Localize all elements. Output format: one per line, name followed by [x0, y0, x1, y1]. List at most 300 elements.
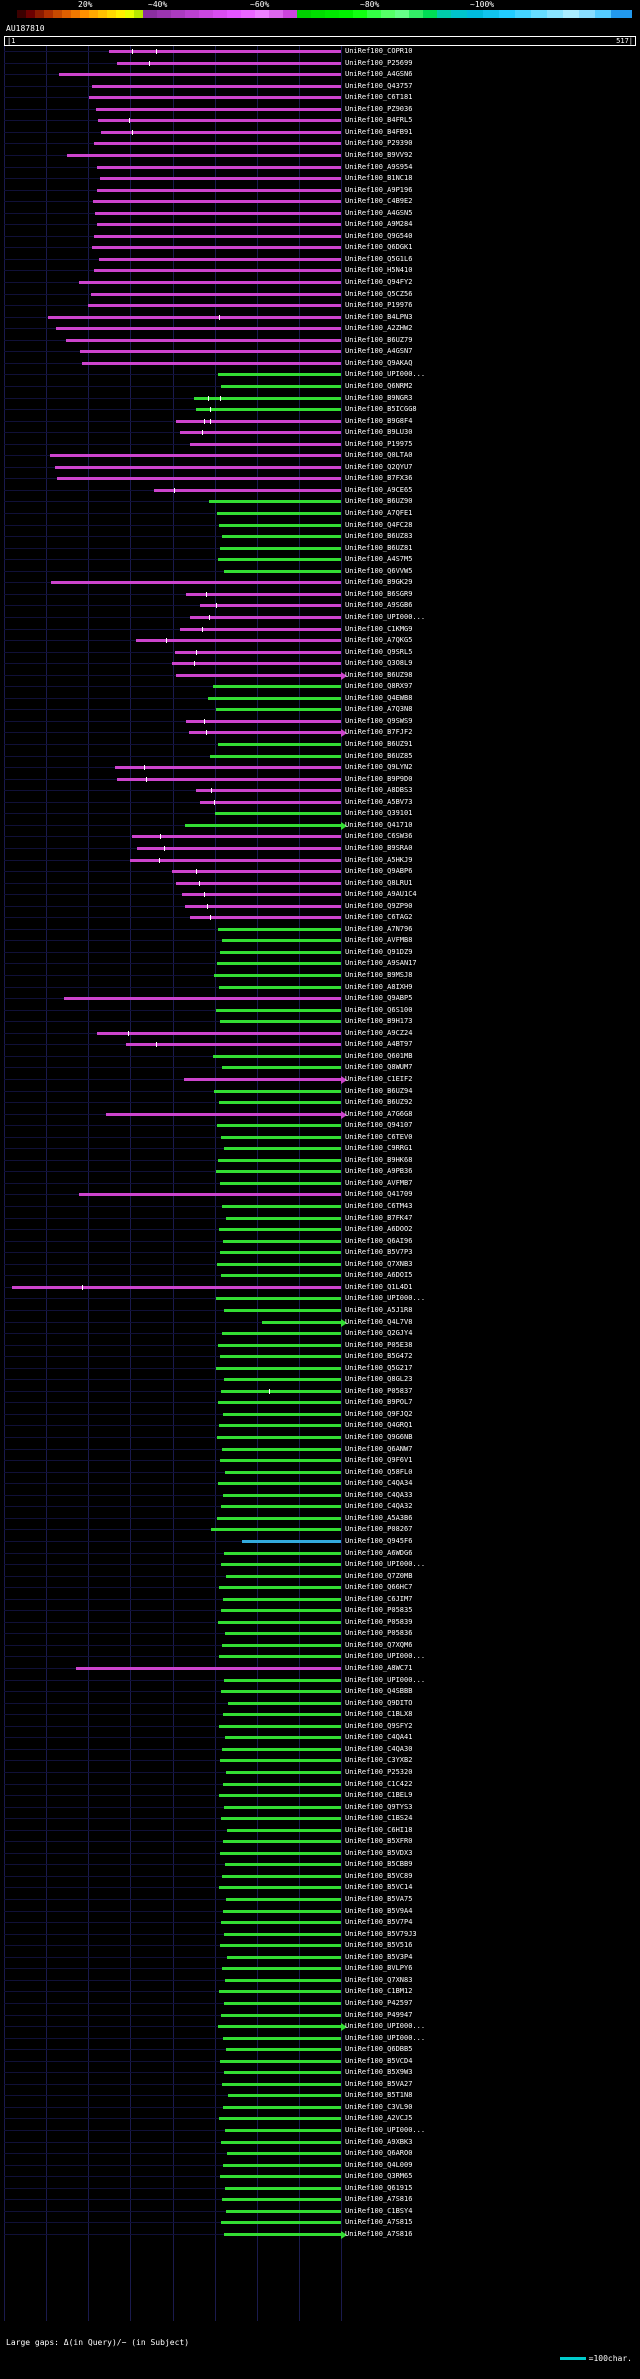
alignment-hit-bar[interactable] [190, 616, 341, 619]
hit-accession-label[interactable]: UniRef100_B5VCD4 [345, 2056, 413, 2065]
alignment-hit-bar[interactable] [79, 281, 341, 284]
alignment-hit-bar[interactable] [226, 1898, 341, 1901]
hit-accession-label[interactable]: UniRef100_B9VV92 [345, 150, 413, 159]
hit-accession-label[interactable]: UniRef100_Q9AKAQ [345, 358, 413, 367]
hit-accession-label[interactable]: UniRef100_P42597 [345, 1998, 413, 2007]
alignment-hit-bar[interactable] [223, 1783, 341, 1786]
alignment-hit-bar[interactable] [224, 2233, 341, 2236]
hit-accession-label[interactable]: UniRef100_P08267 [345, 1525, 413, 1534]
hit-accession-label[interactable]: UniRef100_P25699 [345, 58, 413, 67]
alignment-hit-bar[interactable] [221, 2014, 341, 2017]
hit-accession-label[interactable]: UniRef100_A4GSN5 [345, 208, 413, 217]
hit-accession-label[interactable]: UniRef100_Q4FC28 [345, 520, 413, 529]
hit-accession-label[interactable]: UniRef100_C1EIF2 [345, 1074, 413, 1083]
alignment-hit-bar[interactable] [180, 431, 341, 434]
hit-accession-label[interactable]: UniRef100_C6JIM7 [345, 1594, 413, 1603]
alignment-hit-bar[interactable] [221, 1274, 341, 1277]
alignment-hit-bar[interactable] [218, 1621, 341, 1624]
alignment-hit-bar[interactable] [92, 85, 341, 88]
alignment-hit-bar[interactable] [223, 1910, 341, 1913]
hit-accession-label[interactable]: UniRef100_B5VC89 [345, 1871, 413, 1880]
alignment-hit-bar[interactable] [221, 1390, 341, 1393]
hit-accession-label[interactable]: UniRef100_A7Q3N8 [345, 705, 413, 714]
hit-accession-label[interactable]: UniRef100_B5CBB9 [345, 1860, 413, 1869]
alignment-hit-bar[interactable] [225, 2129, 341, 2132]
hit-accession-label[interactable]: UniRef100_Q6ARO0 [345, 2149, 413, 2158]
alignment-hit-bar[interactable] [219, 1424, 341, 1427]
alignment-hit-bar[interactable] [172, 662, 341, 665]
hit-accession-label[interactable]: UniRef100_Q5CZ56 [345, 289, 413, 298]
alignment-hit-bar[interactable] [227, 1956, 341, 1959]
alignment-hit-bar[interactable] [223, 1240, 341, 1243]
hit-accession-label[interactable]: UniRef100_Q4EWB8 [345, 693, 413, 702]
alignment-hit-bar[interactable] [224, 2002, 341, 2005]
alignment-hit-bar[interactable] [242, 1540, 341, 1543]
alignment-hit-bar[interactable] [57, 477, 341, 480]
alignment-hit-bar[interactable] [225, 1736, 341, 1739]
alignment-hit-bar[interactable] [218, 743, 341, 746]
hit-accession-label[interactable]: UniRef100_Q6AI96 [345, 1236, 413, 1245]
hit-accession-label[interactable]: UniRef100_P05E38 [345, 1340, 413, 1349]
hit-accession-label[interactable]: UniRef100_B9POL7 [345, 1398, 413, 1407]
alignment-hit-bar[interactable] [224, 1933, 341, 1936]
hit-accession-label[interactable]: UniRef100_B6UZ90 [345, 497, 413, 506]
hit-accession-label[interactable]: UniRef100_A4GSN6 [345, 70, 413, 79]
hit-accession-label[interactable]: UniRef100_Q9G6NB [345, 1433, 413, 1441]
alignment-hit-bar[interactable] [98, 119, 341, 122]
hit-accession-label[interactable]: UniRef100_A9CE65 [345, 485, 413, 494]
hit-accession-label[interactable]: UniRef100_C4QA32 [345, 1502, 413, 1511]
alignment-hit-bar[interactable] [180, 628, 341, 631]
hit-accession-label[interactable]: UniRef100_A7N796 [345, 924, 413, 933]
hit-accession-label[interactable]: UniRef100_COPR10 [345, 47, 413, 55]
hit-accession-label[interactable]: UniRef100_H5N410 [345, 266, 413, 275]
hit-accession-label[interactable]: UniRef100_P49947 [345, 2010, 413, 2019]
hit-accession-label[interactable]: UniRef100_Q6DBB5 [345, 2045, 413, 2054]
alignment-hit-bar[interactable] [218, 1401, 341, 1404]
alignment-hit-bar[interactable] [210, 755, 341, 758]
alignment-hit-bar[interactable] [196, 789, 341, 792]
alignment-hit-bar[interactable] [56, 327, 341, 330]
alignment-hit-bar[interactable] [222, 1875, 341, 1878]
alignment-hit-bar[interactable] [222, 1205, 341, 1208]
hit-accession-label[interactable]: UniRef100_Q6VVW5 [345, 566, 413, 575]
alignment-hit-bar[interactable] [222, 1967, 341, 1970]
alignment-hit-bar[interactable] [224, 2071, 341, 2074]
alignment-hit-bar[interactable] [215, 812, 341, 815]
alignment-hit-bar[interactable] [101, 131, 341, 134]
hit-accession-label[interactable]: UniRef100_Q6NRM2 [345, 381, 413, 390]
alignment-hit-bar[interactable] [67, 154, 341, 157]
alignment-hit-bar[interactable] [97, 189, 341, 192]
alignment-hit-bar[interactable] [224, 1309, 341, 1312]
hit-accession-label[interactable]: UniRef100_Q8RX97 [345, 682, 413, 691]
hit-accession-label[interactable]: UniRef100_Q9F6V1 [345, 1456, 413, 1465]
hit-accession-label[interactable]: UniRef100_A7S816 [345, 2195, 413, 2204]
hit-accession-label[interactable]: UniRef100_UPI000... [345, 1294, 426, 1303]
alignment-hit-bar[interactable] [97, 223, 341, 226]
hit-accession-label[interactable]: UniRef100_C6HI18 [345, 1825, 413, 1834]
alignment-hit-bar[interactable] [218, 558, 341, 561]
alignment-hit-bar[interactable] [219, 1586, 341, 1589]
alignment-hit-bar[interactable] [186, 593, 341, 596]
hit-accession-label[interactable]: UniRef100_B6UZ83 [345, 532, 413, 541]
hit-accession-label[interactable]: UniRef100_Q7XNB3 [345, 1259, 413, 1268]
hit-accession-label[interactable]: UniRef100_Q91DZ9 [345, 947, 413, 956]
alignment-hit-bar[interactable] [182, 893, 341, 896]
hit-accession-label[interactable]: UniRef100_B9NGR3 [345, 393, 413, 402]
hit-accession-label[interactable]: UniRef100_B6UZ98 [345, 670, 413, 679]
hit-accession-label[interactable]: UniRef100_Q9SWS9 [345, 716, 413, 725]
alignment-hit-bar[interactable] [218, 928, 341, 931]
alignment-hit-bar[interactable] [223, 1494, 341, 1497]
alignment-hit-bar[interactable] [224, 1552, 341, 1555]
hit-accession-label[interactable]: UniRef100_B4FRL5 [345, 116, 413, 125]
hit-accession-label[interactable]: UniRef100_B5V79J3 [345, 1929, 417, 1938]
alignment-hit-bar[interactable] [223, 1840, 341, 1843]
alignment-hit-bar[interactable] [219, 986, 341, 989]
alignment-hit-bar[interactable] [219, 2117, 341, 2120]
hit-accession-label[interactable]: UniRef100_C9RRG1 [345, 1144, 413, 1153]
hit-accession-label[interactable]: UniRef100_Q945F6 [345, 1536, 413, 1545]
alignment-hit-bar[interactable] [154, 489, 341, 492]
hit-accession-label[interactable]: UniRef100_P29390 [345, 139, 413, 148]
alignment-hit-bar[interactable] [172, 870, 341, 873]
alignment-hit-bar[interactable] [222, 1332, 341, 1335]
alignment-hit-bar[interactable] [224, 1679, 341, 1682]
alignment-hit-bar[interactable] [175, 651, 341, 654]
hit-accession-label[interactable]: UniRef100_C6TM43 [345, 1202, 413, 1210]
hit-accession-label[interactable]: UniRef100_A9P196 [345, 185, 413, 194]
hit-accession-label[interactable]: UniRef100_B5T1N8 [345, 2091, 413, 2100]
alignment-hit-bar[interactable] [95, 212, 341, 215]
hit-accession-label[interactable]: UniRef100_Q2GJY4 [345, 1329, 413, 1338]
hit-accession-label[interactable]: UniRef100_B9P9D0 [345, 774, 413, 783]
hit-accession-label[interactable]: UniRef100_C6TEV0 [345, 1132, 413, 1141]
hit-accession-label[interactable]: UniRef100_Q5G1L6 [345, 254, 413, 263]
alignment-hit-bar[interactable] [222, 1448, 341, 1451]
alignment-hit-bar[interactable] [221, 1136, 341, 1139]
alignment-hit-bar[interactable] [219, 1990, 341, 1993]
hit-accession-label[interactable]: UniRef100_B5V516 [345, 1941, 413, 1950]
hit-accession-label[interactable]: UniRef100_P25320 [345, 1767, 413, 1776]
alignment-hit-bar[interactable] [217, 1436, 341, 1439]
hit-accession-label[interactable]: UniRef100_C1BLX8 [345, 1710, 413, 1719]
hit-accession-label[interactable]: UniRef100_A5HKJ9 [345, 855, 413, 864]
hit-accession-label[interactable]: UniRef100_P19976 [345, 301, 413, 310]
alignment-hit-bar[interactable] [94, 142, 341, 145]
alignment-hit-bar[interactable] [214, 1090, 341, 1093]
alignment-hit-bar[interactable] [185, 905, 341, 908]
alignment-hit-bar[interactable] [225, 2187, 341, 2190]
alignment-hit-bar[interactable] [218, 1159, 341, 1162]
hit-accession-label[interactable]: UniRef100_Q94107 [345, 1121, 413, 1130]
alignment-hit-bar[interactable] [219, 1725, 341, 1728]
alignment-hit-bar[interactable] [219, 1655, 341, 1658]
hit-accession-label[interactable]: UniRef100_B9G8F4 [345, 416, 413, 425]
alignment-hit-bar[interactable] [223, 2037, 341, 2040]
hit-accession-label[interactable]: UniRef100_A6DOI5 [345, 1271, 413, 1280]
hit-accession-label[interactable]: UniRef100_Q0LTA0 [345, 451, 413, 460]
alignment-hit-bar[interactable] [80, 350, 341, 353]
alignment-hit-bar[interactable] [217, 962, 341, 965]
alignment-hit-bar[interactable] [217, 1124, 341, 1127]
alignment-hit-bar[interactable] [223, 2164, 341, 2167]
alignment-hit-bar[interactable] [218, 2025, 341, 2028]
alignment-hit-bar[interactable] [91, 293, 341, 296]
hit-accession-label[interactable]: UniRef100_Q9FJQ2 [345, 1409, 413, 1418]
hit-accession-label[interactable]: UniRef100_B1NC18 [345, 174, 413, 183]
alignment-hit-bar[interactable] [217, 512, 341, 515]
hit-accession-label[interactable]: UniRef100_Q7XQM6 [345, 1640, 413, 1649]
hit-accession-label[interactable]: UniRef100_Q5G217 [345, 1363, 413, 1372]
hit-accession-label[interactable]: UniRef100_C6TAG2 [345, 913, 413, 922]
alignment-hit-bar[interactable] [221, 1609, 341, 1612]
alignment-hit-bar[interactable] [226, 2048, 341, 2051]
hit-accession-label[interactable]: UniRef100_A9XBK3 [345, 2137, 413, 2146]
hit-accession-label[interactable]: UniRef100_Q61915 [345, 2183, 413, 2192]
hit-accession-label[interactable]: UniRef100_Q4L009 [345, 2160, 413, 2169]
alignment-hit-bar[interactable] [94, 235, 341, 238]
alignment-hit-bar[interactable] [130, 859, 341, 862]
hit-accession-label[interactable]: UniRef100_A9S954 [345, 162, 413, 171]
hit-accession-label[interactable]: UniRef100_B6UZ81 [345, 543, 413, 552]
hit-accession-label[interactable]: UniRef100_Q3RM65 [345, 2172, 413, 2181]
alignment-hit-bar[interactable] [221, 1505, 341, 1508]
hit-accession-label[interactable]: UniRef100_B5V7P3 [345, 1248, 413, 1257]
alignment-hit-bar[interactable] [176, 420, 341, 423]
hit-accession-label[interactable]: UniRef100_A4S7M5 [345, 555, 413, 564]
alignment-hit-bar[interactable] [218, 1482, 341, 1485]
hit-accession-label[interactable]: UniRef100_Q8LRU1 [345, 878, 413, 887]
alignment-hit-bar[interactable] [226, 1575, 341, 1578]
hit-accession-label[interactable]: UniRef100_PZ9036 [345, 104, 413, 113]
hit-accession-label[interactable]: UniRef100_Q41710 [345, 820, 413, 829]
alignment-hit-bar[interactable] [220, 1251, 341, 1254]
hit-accession-label[interactable]: UniRef100_B5V9A4 [345, 1906, 413, 1915]
hit-accession-label[interactable]: UniRef100_UPI000... [345, 2033, 426, 2042]
alignment-hit-bar[interactable] [55, 466, 341, 469]
hit-accession-label[interactable]: UniRef100_B5X9W3 [345, 2068, 413, 2077]
hit-accession-label[interactable]: UniRef100_A2VCJ5 [345, 2114, 413, 2123]
hit-accession-label[interactable]: UniRef100_C1KMG9 [345, 624, 413, 633]
alignment-hit-bar[interactable] [100, 177, 341, 180]
hit-accession-label[interactable]: UniRef100_A9CZ24 [345, 1028, 413, 1037]
alignment-hit-bar[interactable] [59, 73, 341, 76]
alignment-hit-bar[interactable] [50, 454, 341, 457]
hit-accession-label[interactable]: UniRef100_B5VDX3 [345, 1848, 413, 1857]
hit-accession-label[interactable]: UniRef100_Q4GRQ1 [345, 1421, 413, 1430]
alignment-hit-bar[interactable] [82, 362, 341, 365]
alignment-hit-bar[interactable] [185, 824, 341, 827]
alignment-hit-bar[interactable] [217, 1517, 341, 1520]
hit-accession-label[interactable]: UniRef100_Q601MB [345, 1051, 413, 1060]
hit-accession-label[interactable]: UniRef100_Q9TYS3 [345, 1802, 413, 1811]
alignment-hit-bar[interactable] [96, 108, 341, 111]
hit-accession-label[interactable]: UniRef100_B4FB91 [345, 127, 413, 136]
alignment-hit-bar[interactable] [209, 500, 341, 503]
hit-accession-label[interactable]: UniRef100_B5ICGG8 [345, 405, 417, 414]
alignment-hit-bar[interactable] [219, 1886, 341, 1889]
alignment-hit-bar[interactable] [196, 408, 341, 411]
alignment-hit-bar[interactable] [208, 697, 341, 700]
hit-accession-label[interactable]: UniRef100_Q4SBBB [345, 1687, 413, 1696]
alignment-hit-bar[interactable] [228, 2094, 341, 2097]
alignment-hit-bar[interactable] [225, 1863, 341, 1866]
hit-accession-label[interactable]: UniRef100_BVLPY6 [345, 1964, 413, 1973]
alignment-hit-bar[interactable] [220, 2175, 341, 2178]
hit-accession-label[interactable]: UniRef100_Q9SRL5 [345, 647, 413, 656]
alignment-hit-bar[interactable] [137, 847, 341, 850]
alignment-hit-bar[interactable] [219, 1101, 341, 1104]
hit-accession-label[interactable]: UniRef100_A9PB36 [345, 1167, 413, 1176]
hit-accession-label[interactable]: UniRef100_C1BM12 [345, 1987, 413, 1996]
alignment-hit-bar[interactable] [222, 1066, 341, 1069]
alignment-hit-bar[interactable] [89, 96, 341, 99]
hit-accession-label[interactable]: UniRef100_Q43757 [345, 81, 413, 90]
hit-accession-label[interactable]: UniRef100_C4B9E2 [345, 197, 413, 206]
hit-accession-label[interactable]: UniRef100_Q7XN83 [345, 1975, 413, 1984]
alignment-hit-bar[interactable] [93, 200, 341, 203]
hit-accession-label[interactable]: UniRef100_A5A3B6 [345, 1513, 413, 1522]
alignment-hit-bar[interactable] [220, 1459, 341, 1462]
hit-accession-label[interactable]: UniRef100_B9GK29 [345, 578, 413, 587]
hit-accession-label[interactable]: UniRef100_Q7Z0MB [345, 1571, 413, 1580]
hit-accession-label[interactable]: UniRef100_A5BV73 [345, 797, 413, 806]
alignment-hit-bar[interactable] [221, 2141, 341, 2144]
alignment-hit-bar[interactable] [222, 1644, 341, 1647]
alignment-hit-bar[interactable] [214, 974, 341, 977]
alignment-hit-bar[interactable] [216, 1170, 341, 1173]
alignment-hit-bar[interactable] [223, 1413, 341, 1416]
hit-accession-label[interactable]: UniRef100_A9SAN17 [345, 959, 417, 968]
alignment-hit-bar[interactable] [222, 2198, 341, 2201]
alignment-hit-bar[interactable] [117, 778, 341, 781]
hit-accession-label[interactable]: UniRef100_UPI000... [345, 1560, 426, 1569]
alignment-hit-bar[interactable] [115, 766, 341, 769]
alignment-hit-bar[interactable] [217, 1263, 341, 1266]
alignment-hit-bar[interactable] [194, 397, 341, 400]
alignment-hit-bar[interactable] [219, 524, 341, 527]
alignment-hit-bar[interactable] [223, 2106, 341, 2109]
hit-accession-label[interactable]: UniRef100_B5VA27 [345, 2079, 413, 2088]
hit-accession-label[interactable]: UniRef100_C4QA30 [345, 1744, 413, 1753]
alignment-hit-bar[interactable] [99, 258, 341, 261]
hit-accession-label[interactable]: UniRef100_C3VL90 [345, 2102, 413, 2111]
hit-accession-label[interactable]: UniRef100_B5G472 [345, 1352, 413, 1361]
hit-accession-label[interactable]: UniRef100_B9LU30 [345, 428, 413, 437]
hit-accession-label[interactable]: UniRef100_Q1L4D1 [345, 1282, 413, 1291]
alignment-hit-bar[interactable] [126, 1043, 341, 1046]
hit-accession-label[interactable]: UniRef100_Q9LYN2 [345, 763, 413, 772]
alignment-hit-bar[interactable] [221, 1690, 341, 1693]
alignment-hit-bar[interactable] [218, 1344, 341, 1347]
alignment-hit-bar[interactable] [176, 674, 341, 677]
hit-accession-label[interactable]: UniRef100_A6DOO2 [345, 1225, 413, 1234]
hit-accession-label[interactable]: UniRef100_A7QKG5 [345, 636, 413, 645]
hit-accession-label[interactable]: UniRef100_B5VA75 [345, 1895, 413, 1903]
hit-accession-label[interactable]: UniRef100_A8IXH9 [345, 982, 413, 991]
alignment-hit-bar[interactable] [224, 570, 341, 573]
hit-accession-label[interactable]: UniRef100_P05836 [345, 1629, 413, 1638]
hit-accession-label[interactable]: UniRef100_A9M284 [345, 220, 413, 229]
alignment-hit-bar[interactable] [226, 1771, 341, 1774]
alignment-hit-bar[interactable] [220, 1020, 341, 1023]
alignment-hit-bar[interactable] [88, 304, 341, 307]
hit-accession-label[interactable]: UniRef100_B5VC14 [345, 1883, 413, 1892]
alignment-hit-bar[interactable] [218, 373, 341, 376]
hit-accession-label[interactable]: UniRef100_Q8GL23 [345, 1375, 413, 1384]
alignment-hit-bar[interactable] [227, 2152, 341, 2155]
alignment-hit-bar[interactable] [220, 547, 341, 550]
hit-accession-label[interactable]: UniRef100_A2ZHW2 [345, 324, 413, 333]
hit-accession-label[interactable]: UniRef100_A7S815 [345, 2218, 413, 2227]
hit-accession-label[interactable]: UniRef100_Q2QYU7 [345, 462, 413, 471]
alignment-hit-bar[interactable] [221, 2221, 341, 2224]
alignment-hit-bar[interactable] [222, 939, 341, 942]
alignment-hit-bar[interactable] [221, 1817, 341, 1820]
hit-accession-label[interactable]: UniRef100_C6SW36 [345, 832, 413, 841]
alignment-hit-bar[interactable] [97, 166, 341, 169]
hit-accession-label[interactable]: UniRef100_C4QA33 [345, 1490, 413, 1499]
hit-accession-label[interactable]: UniRef100_B4LPN3 [345, 312, 413, 321]
hit-accession-label[interactable]: UniRef100_Q6S100 [345, 1005, 413, 1014]
hit-accession-label[interactable]: UniRef100_B6UZ94 [345, 1086, 413, 1095]
alignment-hit-bar[interactable] [94, 269, 341, 272]
hit-accession-label[interactable]: UniRef100_P05837 [345, 1386, 413, 1395]
alignment-hit-bar[interactable] [64, 997, 341, 1000]
hit-accession-label[interactable]: UniRef100_A4GSN7 [345, 347, 413, 356]
alignment-hit-bar[interactable] [190, 916, 341, 919]
alignment-hit-bar[interactable] [106, 1113, 341, 1116]
hit-accession-label[interactable]: UniRef100_A7G6G8 [345, 1109, 413, 1118]
alignment-hit-bar[interactable] [220, 1852, 341, 1855]
hit-accession-label[interactable]: UniRef100_C4QA41 [345, 1733, 413, 1742]
alignment-hit-bar[interactable] [190, 443, 341, 446]
alignment-hit-bar[interactable] [222, 535, 341, 538]
hit-accession-label[interactable]: UniRef100_B5V3P4 [345, 1952, 413, 1961]
alignment-hit-bar[interactable] [97, 1032, 341, 1035]
alignment-hit-bar[interactable] [220, 2060, 341, 2063]
alignment-hit-bar[interactable] [48, 316, 341, 319]
hit-accession-label[interactable]: UniRef100_B6UZ92 [345, 1098, 413, 1107]
alignment-hit-bar[interactable] [109, 50, 341, 53]
hit-accession-label[interactable]: UniRef100_UPI000... [345, 612, 426, 621]
hit-accession-label[interactable]: UniRef100_C1BEL9 [345, 1791, 413, 1800]
alignment-hit-bar[interactable] [200, 801, 341, 804]
hit-accession-label[interactable]: UniRef100_C3YXB2 [345, 1756, 413, 1765]
hit-accession-label[interactable]: UniRef100_Q58FL0 [345, 1467, 413, 1476]
alignment-hit-bar[interactable] [189, 731, 341, 734]
hit-accession-label[interactable]: UniRef100_B6UZ85 [345, 751, 413, 760]
hit-accession-label[interactable]: UniRef100_Q3O8L9 [345, 659, 413, 668]
hit-accession-label[interactable]: UniRef100_Q9ABP5 [345, 994, 413, 1003]
alignment-hit-bar[interactable] [184, 1078, 341, 1081]
hit-accession-label[interactable]: UniRef100_B9H173 [345, 1017, 413, 1026]
alignment-hit-bar[interactable] [213, 1055, 341, 1058]
hit-accession-label[interactable]: UniRef100_Q94FY2 [345, 278, 413, 286]
hit-accession-label[interactable]: UniRef100_UPI000... [345, 2022, 426, 2031]
hit-accession-label[interactable]: UniRef100_P19975 [345, 439, 413, 448]
hit-accession-label[interactable]: UniRef100_A7QFE1 [345, 509, 413, 517]
hit-accession-label[interactable]: UniRef100_B6SGR9 [345, 589, 413, 598]
hit-accession-label[interactable]: UniRef100_Q8WUM7 [345, 1063, 413, 1072]
hit-accession-label[interactable]: UniRef100_C4QA34 [345, 1479, 413, 1488]
alignment-hit-bar[interactable] [216, 1297, 341, 1300]
alignment-hit-bar[interactable] [66, 339, 341, 342]
hit-accession-label[interactable]: UniRef100_A9SGB6 [345, 601, 413, 610]
hit-accession-label[interactable]: UniRef100_P05835 [345, 1606, 413, 1615]
